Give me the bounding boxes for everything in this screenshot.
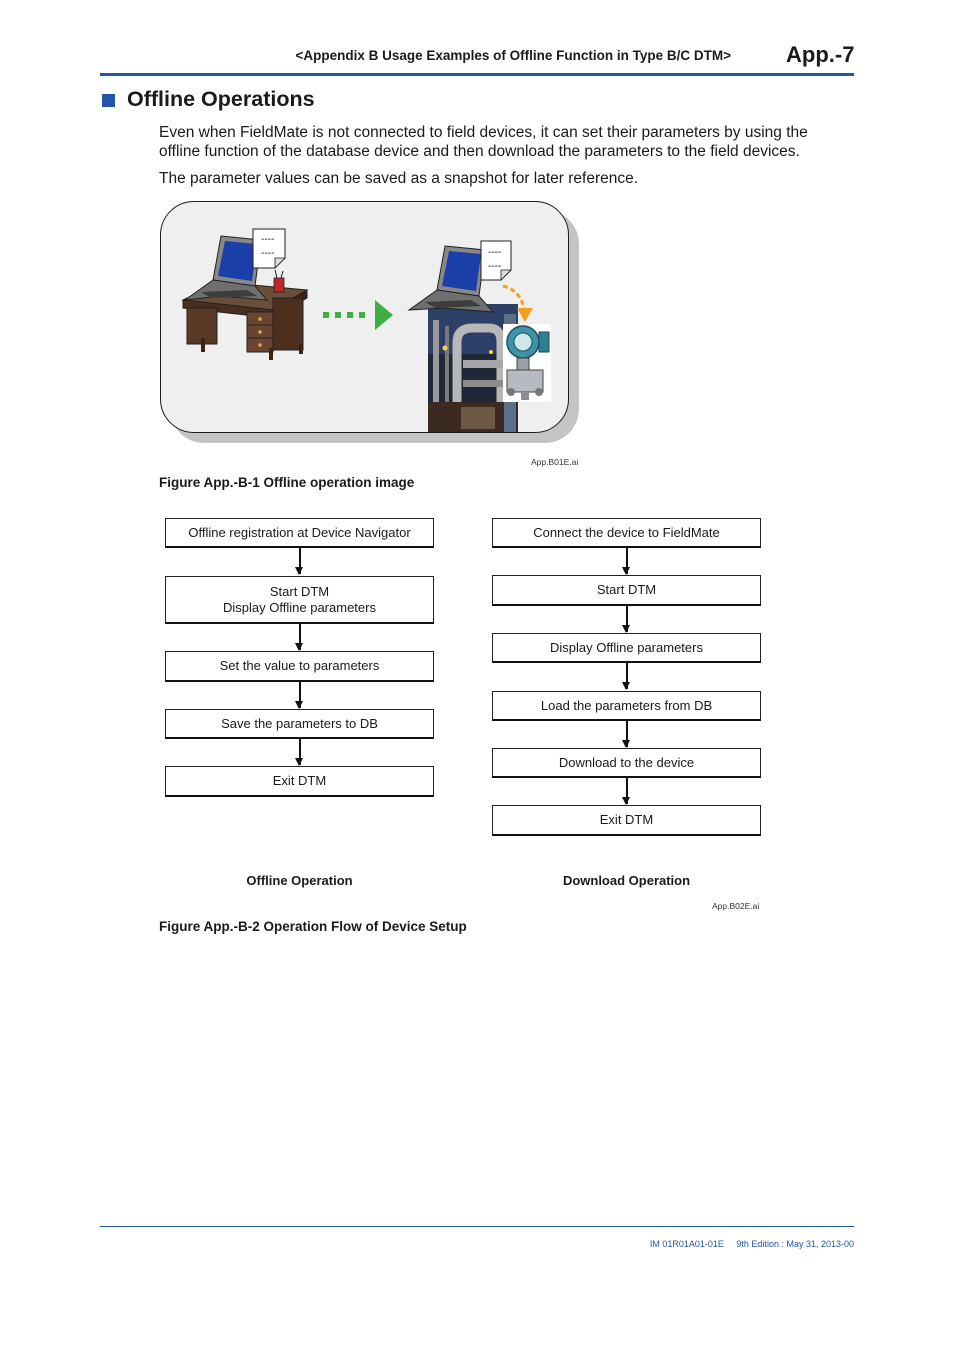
flow-arrow-icon — [626, 548, 628, 574]
intro-paragraph: Even when FieldMate is not connected to field devices, it can set their parameters by using the offline function of the database device and then download the parameters to the field devices. — [159, 124, 808, 160]
parameter-document-icon — [481, 241, 511, 280]
snapshot-paragraph: The parameter values can be saved as a snapshot for later reference. — [159, 170, 639, 187]
figure2-file-reference: App.B02E.ai — [712, 901, 760, 911]
running-header-title: <Appendix B Usage Examples of Offline Function in Type B/C DTM> — [295, 48, 731, 63]
document-dashes: ---- — [261, 234, 275, 245]
flow-step-start-dtm — [492, 575, 761, 606]
header-rule — [100, 73, 854, 76]
flow-arrow-icon — [626, 721, 628, 747]
flow-step-text: Start DTM — [596, 582, 657, 597]
flow-step-save-to-db — [165, 709, 434, 739]
section-bullet-icon — [102, 94, 115, 107]
flow-arrow-icon — [299, 624, 301, 650]
flow-step-display-offline — [492, 633, 761, 663]
figure1-file-reference: App.B01E.ai — [531, 457, 579, 467]
flow-step-text: Exit DTM — [272, 773, 327, 788]
offline-operation-image — [160, 201, 569, 433]
flow-step-exit-dtm-download — [492, 805, 761, 836]
flow-arrow-icon — [626, 606, 628, 632]
footer-rule — [100, 1226, 854, 1227]
flow-step-text: Display Offline parameters — [223, 599, 376, 615]
flow-arrow-icon — [299, 682, 301, 708]
flow-step-offline-registration — [165, 518, 434, 548]
section-title: Offline Operations — [127, 87, 315, 111]
flow-step-text: Display Offline parameters — [550, 639, 703, 655]
parameter-document-icon — [253, 229, 285, 268]
flow-step-load-from-db — [492, 691, 761, 721]
flow-step-text: Save the parameters to DB — [221, 715, 378, 731]
flow-arrow-icon — [299, 739, 301, 765]
pressure-transmitter-illustration — [503, 324, 551, 402]
document-dashes: ---- — [261, 248, 275, 259]
flow-step-start-dtm-display — [165, 576, 434, 624]
transfer-arrow-icon — [323, 300, 393, 330]
download-operation-label: Download Operation — [562, 873, 691, 888]
flow-step-connect-device — [492, 518, 761, 548]
flow-step-download-device — [492, 748, 761, 778]
flow-step-text: Exit DTM — [599, 812, 654, 827]
document-dashes: ---- — [488, 247, 502, 258]
document-dashes: ---- — [488, 261, 502, 272]
laptop-illustration — [409, 246, 493, 312]
footer-text — [600, 1239, 854, 1249]
flow-step-text: Load the parameters from DB — [540, 697, 713, 713]
offline-operation-label: Offline Operation — [246, 873, 353, 888]
flow-arrow-icon — [299, 548, 301, 574]
flow-arrow-icon — [626, 663, 628, 689]
flow-step-text: Connect the device to FieldMate — [533, 524, 720, 540]
flow-step-text: Offline registration at Device Navigator — [188, 524, 411, 540]
flow-step-exit-dtm — [165, 766, 434, 797]
footer-edition: 9th Edition : May 31, 2013-00 — [736, 1239, 854, 1249]
figure1-caption: Figure App.-B-1 Offline operation image — [159, 475, 415, 490]
flow-step-set-value — [165, 651, 434, 682]
flow-step-text: Download to the device — [558, 754, 695, 770]
flow-step-text: Start DTM — [269, 583, 330, 599]
flow-step-text: Set the value to parameters — [219, 658, 380, 673]
flow-arrow-icon — [626, 778, 628, 804]
page-number: App.-7 — [786, 42, 855, 67]
footer-doc-id: IM 01R01A01-01E — [649, 1239, 724, 1249]
figure2-caption: Figure App.-B-2 Operation Flow of Device Setup — [159, 919, 467, 934]
